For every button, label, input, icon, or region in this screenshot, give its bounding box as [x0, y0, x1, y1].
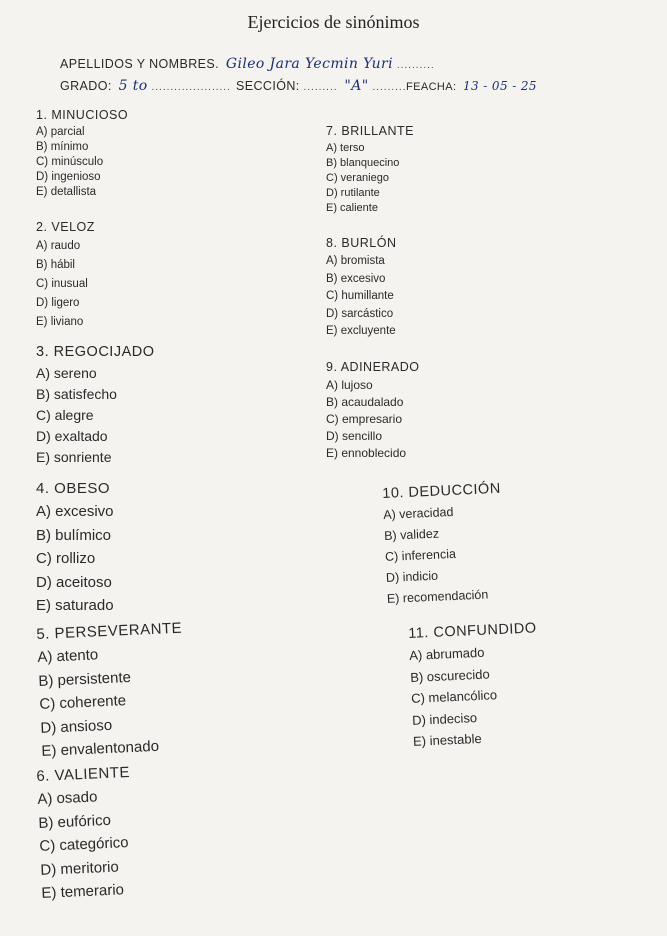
- question-8: [326, 236, 397, 341]
- option: D) sencillo: [326, 429, 383, 443]
- option: C) coherente: [39, 692, 127, 713]
- option: C) categórico: [39, 834, 129, 855]
- question-4: [36, 480, 114, 618]
- grado-dots: .....................: [151, 82, 231, 93]
- apellidos-field: [60, 56, 435, 72]
- option: D) indicio: [385, 568, 439, 585]
- option: D) ansioso: [40, 716, 113, 737]
- option: A) parcial: [36, 126, 85, 138]
- apellidos-label: APELLIDOS Y NOMBRES.: [60, 57, 219, 71]
- option: E) excluyente: [326, 325, 396, 337]
- option: C) inusual: [36, 278, 88, 290]
- question-title: 10. DEDUCCIÓN: [382, 480, 502, 502]
- option: E) recomendación: [386, 587, 489, 606]
- question-title: 5. PERSEVERANTE: [36, 619, 183, 643]
- question-3: [36, 344, 155, 468]
- option: B) hábil: [36, 259, 75, 271]
- question-11: [408, 620, 542, 752]
- seccion-dots-2: .........: [372, 82, 407, 93]
- option: C) rollizo: [36, 550, 96, 567]
- fecha-field: [406, 79, 537, 93]
- option: A) terso: [326, 142, 365, 154]
- seccion-dots: .........: [303, 82, 338, 93]
- option: A) abrumado: [408, 644, 485, 663]
- question-7: [326, 124, 414, 216]
- option: A) veracidad: [382, 504, 454, 522]
- option: B) blanquecino: [326, 157, 400, 169]
- option: E) caliente: [326, 202, 378, 214]
- option: E) detallista: [36, 186, 97, 198]
- seccion-value: "A": [344, 78, 369, 94]
- option: E) inestable: [412, 730, 482, 749]
- question-title: 8. BURLÓN: [326, 236, 397, 250]
- option: C) minúsculo: [36, 156, 104, 168]
- option: A) atento: [37, 646, 99, 666]
- option: A) excesivo: [36, 503, 114, 520]
- option: B) acaudalado: [326, 395, 404, 409]
- option: D) ligero: [36, 297, 80, 309]
- question-10: [382, 481, 506, 610]
- question-title: 3. REGOCIJADO: [36, 344, 155, 360]
- seccion-label: SECCIÓN:: [236, 79, 300, 93]
- option: C) melancólico: [410, 687, 498, 706]
- option: A) osado: [37, 788, 98, 808]
- option: D) rutilante: [326, 187, 380, 199]
- option: B) oscurecido: [409, 665, 490, 685]
- question-2: [36, 220, 95, 332]
- option: B) mínimo: [36, 141, 89, 153]
- option: D) sarcástico: [326, 307, 394, 320]
- question-title: 1. MINUCIOSO: [36, 108, 129, 122]
- question-5: [36, 620, 188, 764]
- fecha-label: FEACHA:: [406, 81, 457, 93]
- option: A) lujoso: [326, 378, 373, 392]
- grado-value: 5 to: [118, 78, 148, 94]
- seccion-field: [236, 78, 406, 94]
- option: D) aceitoso: [36, 573, 112, 591]
- question-6: [36, 764, 136, 905]
- option: A) bromista: [326, 255, 385, 267]
- question-1: [36, 108, 128, 200]
- option: C) alegre: [36, 407, 94, 423]
- option: E) sonriente: [36, 449, 112, 465]
- question-9: [326, 360, 420, 462]
- option: C) empresario: [326, 412, 403, 426]
- question-title: 11. CONFUNDIDO: [408, 620, 537, 642]
- option: B) eufórico: [38, 811, 112, 832]
- option: E) saturado: [36, 597, 114, 614]
- option: B) excesivo: [326, 272, 386, 285]
- fecha-value: 13 - 05 - 25: [462, 79, 537, 93]
- apellidos-value: Gileo Jara Yecmin Yuri: [225, 56, 393, 72]
- question-title: 9. ADINERADO: [326, 360, 420, 374]
- question-title: 6. VALIENTE: [36, 763, 131, 785]
- question-title: 2. VELOZ: [36, 220, 95, 234]
- option: C) veraniego: [326, 172, 389, 184]
- apellidos-dots: ..........: [396, 60, 435, 71]
- question-title: 4. OBESO: [36, 480, 111, 497]
- option: E) ennoblecido: [326, 446, 407, 460]
- option: A) sereno: [36, 365, 97, 381]
- option: B) satisfecho: [36, 386, 117, 402]
- option: E) envalentonado: [41, 737, 160, 760]
- option: D) indeciso: [411, 709, 478, 728]
- option: C) inferencia: [384, 546, 457, 564]
- grado-field: [60, 78, 231, 94]
- option: E) temerario: [41, 881, 125, 902]
- page-title: Ejercicios de sinónimos: [247, 12, 420, 32]
- option: B) validez: [383, 526, 440, 543]
- option: A) raudo: [36, 240, 81, 252]
- option: D) exaltado: [36, 428, 108, 444]
- option: D) meritorio: [40, 857, 120, 879]
- option: D) ingenioso: [36, 171, 101, 183]
- option: E) liviano: [36, 316, 84, 328]
- option: B) bulímico: [36, 526, 112, 544]
- grado-label: GRADO:: [60, 79, 112, 93]
- option: B) persistente: [38, 668, 132, 690]
- option: C) humillante: [326, 290, 394, 302]
- question-title: 7. BRILLANTE: [326, 124, 414, 138]
